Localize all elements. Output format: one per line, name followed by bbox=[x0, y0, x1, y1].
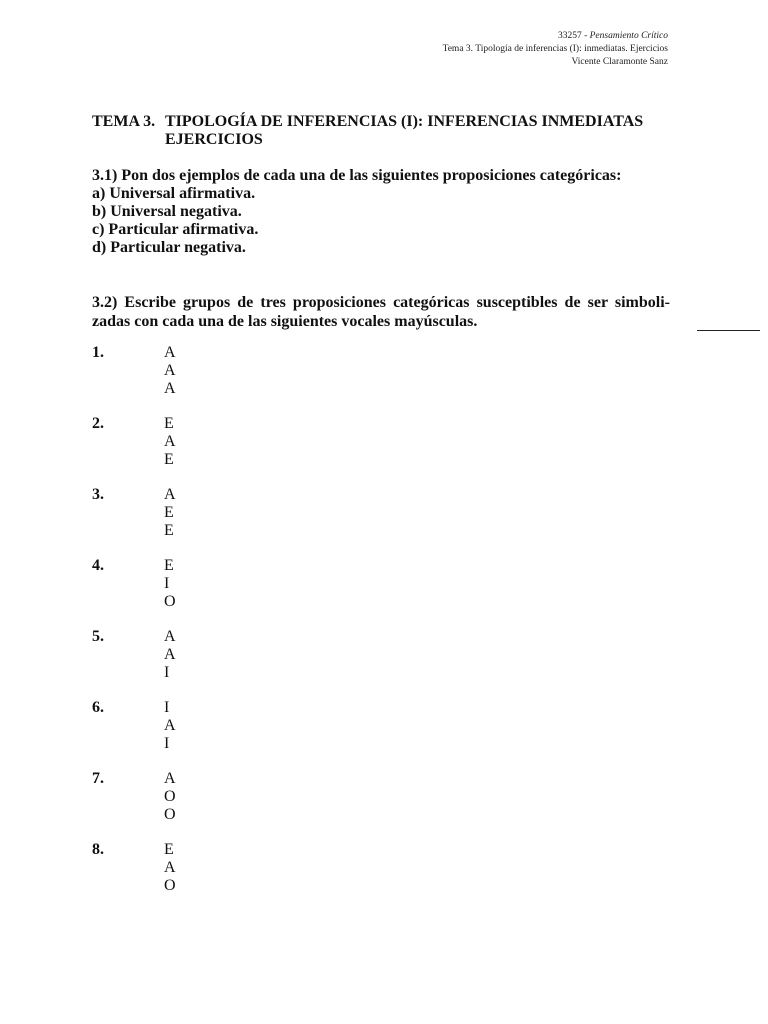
header-course-line bbox=[443, 30, 668, 43]
group-vowels bbox=[164, 557, 176, 628]
vowel-letter: A bbox=[164, 770, 176, 787]
vowel-letter: E bbox=[164, 415, 174, 432]
group-vowels bbox=[164, 699, 176, 770]
vowel-letter: A bbox=[164, 433, 176, 450]
group-number: 1. bbox=[92, 344, 104, 361]
title-prefix: TEMA 3. bbox=[92, 113, 156, 130]
vowel-letter: I bbox=[164, 575, 170, 592]
exercise-3-2-prompt: 3.2) Escribe grupos de tres proposiciones categóricas susceptibles de ser simboli-zadas con cada una de las siguientes vocales mayúsculas. bbox=[92, 294, 670, 330]
group-number: 6. bbox=[92, 699, 104, 716]
vowel-letter: A bbox=[164, 344, 176, 361]
vowel-letter: O bbox=[164, 806, 176, 823]
vowel-group-1 bbox=[92, 344, 292, 415]
vowel-letter: E bbox=[164, 522, 174, 539]
vowel-letter: A bbox=[164, 362, 176, 379]
vowel-letter: I bbox=[164, 699, 170, 716]
vowel-letter: I bbox=[164, 735, 170, 752]
vowel-group-5 bbox=[92, 628, 292, 699]
vowel-group-6 bbox=[92, 699, 292, 770]
exercise-3-1-item-a: a) Universal afirmativa. bbox=[92, 185, 256, 202]
vowel-letter: E bbox=[164, 451, 174, 468]
group-vowels bbox=[164, 344, 176, 415]
group-vowels bbox=[164, 628, 176, 699]
group-number: 2. bbox=[92, 415, 104, 432]
vowel-letter: A bbox=[164, 628, 176, 645]
vowel-letter: E bbox=[164, 841, 174, 858]
vowel-letter: A bbox=[164, 646, 176, 663]
group-number: 7. bbox=[92, 770, 104, 787]
header-course-name: Pensamiento Crítico bbox=[589, 31, 668, 41]
exercise-3-1 bbox=[92, 167, 682, 257]
vowel-letter: I bbox=[164, 664, 170, 681]
exercise-3-1-item-c: c) Particular afirmativa. bbox=[92, 221, 259, 238]
vowel-letter: A bbox=[164, 717, 176, 734]
vowel-letter: O bbox=[164, 877, 176, 894]
vowel-letter: E bbox=[164, 557, 174, 574]
document-title bbox=[92, 113, 682, 149]
header-author: Vicente Claramonte Sanz bbox=[571, 57, 668, 67]
group-vowels bbox=[164, 841, 176, 912]
group-vowels bbox=[164, 415, 176, 486]
header-topic: Tema 3. Tipología de inferencias (I): inmediatas. Ejercicios bbox=[442, 44, 668, 54]
group-number: 4. bbox=[92, 557, 104, 574]
vowel-groups bbox=[92, 344, 292, 912]
vowel-letter: E bbox=[164, 504, 174, 521]
vowel-group-3 bbox=[92, 486, 292, 557]
vowel-group-4 bbox=[92, 557, 292, 628]
vowel-letter: A bbox=[164, 380, 176, 397]
title-line-1: TIPOLOGÍA DE INFERENCIAS (I): INFERENCIAS INMEDIATAS bbox=[165, 113, 644, 130]
vowel-letter: O bbox=[164, 593, 176, 610]
vowel-group-2 bbox=[92, 415, 292, 486]
title-text bbox=[165, 113, 682, 149]
margin-rule bbox=[697, 330, 760, 331]
exercise-3-1-item-d: d) Particular negativa. bbox=[92, 239, 246, 256]
header-course-code: 33257 - bbox=[557, 31, 590, 41]
group-number: 8. bbox=[92, 841, 104, 858]
group-vowels bbox=[164, 486, 176, 557]
vowel-group-7 bbox=[92, 770, 292, 841]
group-number: 3. bbox=[92, 486, 104, 503]
vowel-letter: A bbox=[164, 486, 176, 503]
exercise-3-1-item-b: b) Universal negativa. bbox=[92, 203, 242, 220]
exercise-3-1-prompt: 3.1) Pon dos ejemplos de cada una de las siguientes proposiciones categóricas: bbox=[92, 167, 622, 184]
vowel-letter: O bbox=[164, 788, 176, 805]
title-line-2: EJERCICIOS bbox=[165, 131, 263, 148]
page-header bbox=[443, 30, 668, 69]
vowel-group-8 bbox=[92, 841, 292, 912]
group-vowels bbox=[164, 770, 176, 841]
vowel-letter: A bbox=[164, 859, 176, 876]
group-number: 5. bbox=[92, 628, 104, 645]
